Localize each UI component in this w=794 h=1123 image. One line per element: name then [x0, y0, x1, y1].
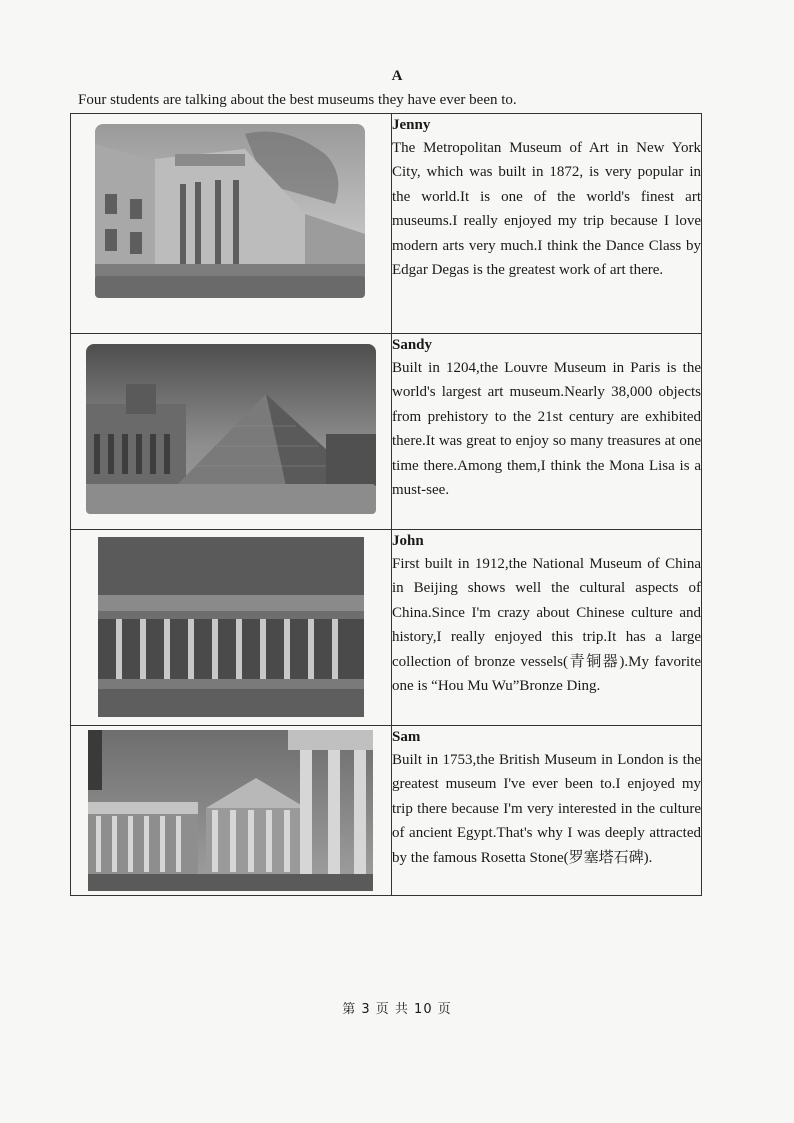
museum-table [70, 113, 702, 896]
museum-description: The Metropolitan Museum of Art in New York City, which was built in 1872, is very popular in the world.It is one of the world's finest art museums.I really enjoyed my trip because I love modern arts very much.I think the Dance Class by Edgar Degas is the greatest work of art there. [392, 140, 701, 279]
photo-cell [71, 726, 392, 896]
museum-description: Built in 1204,the Louvre Museum in Paris is the world's largest art museum.Nearly 38,000 objects from prehistory to the 21st century are exhibited there.It was great to enjoy so many treasures at one time there.Among them,I think the Mona Lisa is a must-see. [392, 360, 701, 499]
museum-description: First built in 1912,the National Museum of China in Beijing shows well the cultural aspects of China.Since I'm crazy about Chinese culture and history,I really enjoyed this trip.It has a large collection of bronze vessels(青铜器).My favorite one is “Hou Mu Wu”Bronze Ding. [392, 556, 701, 695]
photo-cell [71, 334, 392, 530]
photo-cell [71, 530, 392, 726]
national-museum-of-china-photo [98, 537, 364, 717]
intro-sentence: Four students are talking about the best museums they have ever been to. [78, 92, 517, 108]
text-cell [392, 114, 702, 334]
table-row [71, 334, 702, 530]
museum-description: Built in 1753,the British Museum in London is the greatest museum I've ever been to.I enjoyed my trip there because I'm very interested in the culture of ancient Egypt.That's why I was deeply attracted by the famous Rosetta Stone(罗塞塔石碑). [392, 752, 701, 866]
metropolitan-museum-photo [95, 124, 365, 298]
text-cell [392, 530, 702, 726]
text-cell [392, 726, 702, 896]
student-name: John [392, 533, 424, 549]
table-row [71, 114, 702, 334]
table-row [71, 530, 702, 726]
page-footer: 第 3 页 共 10 页 [342, 1002, 452, 1017]
louvre-museum-photo [86, 344, 376, 514]
student-name: Sam [392, 729, 421, 745]
student-name: Sandy [392, 337, 433, 353]
table-row [71, 726, 702, 896]
text-cell [392, 334, 702, 530]
student-name: Jenny [392, 117, 431, 133]
british-museum-photo [88, 730, 373, 891]
photo-cell [71, 114, 392, 334]
section-letter: A [391, 68, 403, 84]
